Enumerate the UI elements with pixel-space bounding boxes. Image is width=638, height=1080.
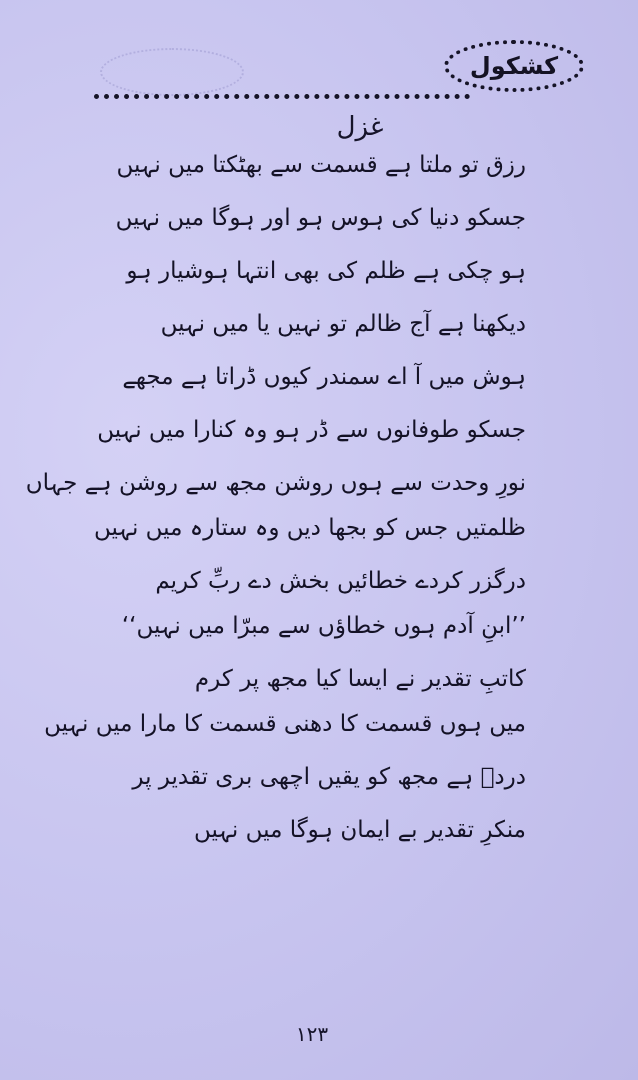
- poem-line: کاتبِ تقدیر نے ایسا کیا مجھ پر کرم: [194, 666, 526, 692]
- poem-line: رزق تو ملتا ہے قسمت سے بھٹکتا میں نہیں: [116, 152, 526, 178]
- bleed-through-logo: [100, 48, 244, 96]
- header-logo-text: کشکول: [469, 52, 559, 80]
- poem-line: ’’ابنِ آدم ہوں خطاؤں سے مبرّا میں نہیں‘‘: [121, 613, 526, 639]
- poem-line: درگزر کردے خطائیں بخش دے ربِّ کریم: [155, 568, 526, 594]
- poem-line: جسکو طوفانوں سے ڈر ہو وہ کنارا میں نہیں: [97, 417, 526, 443]
- poem-line: ظلمتیں جس کو بجھا دیں وہ ستارہ میں نہیں: [94, 515, 526, 541]
- poem-line: ہو چکی ہے ظلم کی بھی انتہا ہوشیار ہو: [126, 258, 526, 284]
- poem-line: جسکو دنیا کی ہوس ہو اور ہوگا میں نہیں: [115, 205, 526, 231]
- poem-line: میں ہوں قسمت کا دھنی قسمت کا مارا میں نہیں: [44, 711, 526, 737]
- poem-line: نورِ وحدت سے ہوں روشن مجھ سے روشن ہے جہاں: [25, 470, 526, 496]
- header-logo: [444, 40, 584, 92]
- poem-line: منکرِ تقدیر بے ایمان ہوگا میں نہیں: [194, 817, 526, 843]
- poem-title: غزل: [336, 112, 384, 142]
- poem-body: [25, 150, 526, 845]
- poem-line: دردؔ ہے مجھ کو یقیں اچھی بری تقدیر پر: [132, 764, 526, 790]
- poem-line: دیکھنا ہے آج ظالم تو نہیں یا میں نہیں: [160, 311, 526, 337]
- poem-line: ہوش میں آ اے سمندر کیوں ڈراتا ہے مجھے: [122, 364, 526, 390]
- page-number: ۱۲۳: [295, 1022, 329, 1046]
- header-divider: [94, 94, 470, 105]
